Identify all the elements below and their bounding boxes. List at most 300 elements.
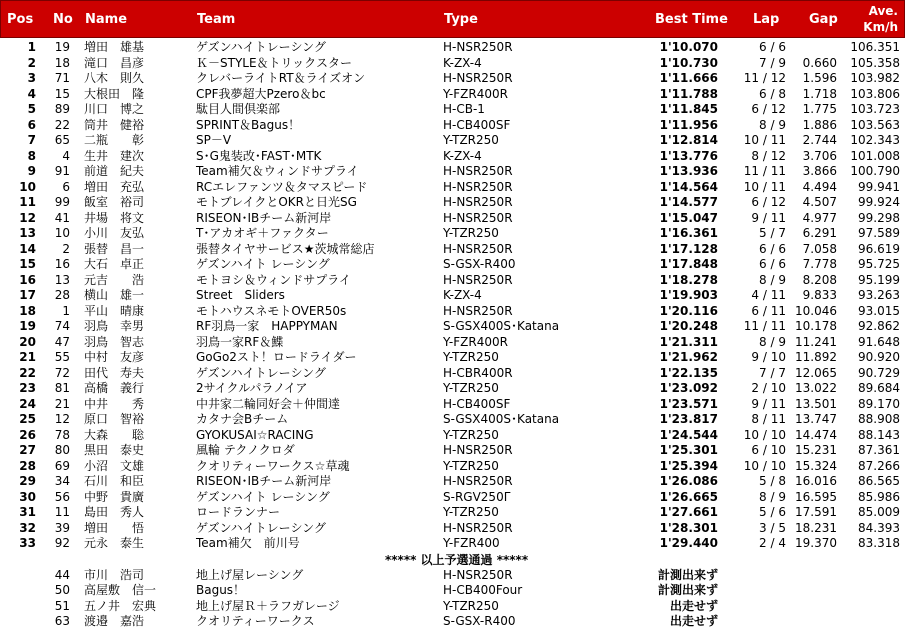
bike-type-cell: Y-TZR250	[443, 505, 499, 519]
team-cell: モトブレイクとOKRと日光SG	[196, 195, 357, 209]
header-gap: Gap	[809, 12, 838, 27]
position-cell: 7	[27, 133, 36, 147]
best-time-cell: 1'24.544	[659, 427, 718, 442]
gap-cell: 9.833	[802, 288, 837, 302]
average-speed-cell: 99.941	[858, 179, 900, 194]
position-cell: 33	[19, 536, 36, 550]
best-time-cell: 1'23.817	[659, 412, 718, 426]
bike-type-cell: H-CB400SF	[443, 396, 511, 411]
average-speed-cell: 87.361	[858, 443, 900, 457]
best-time-cell: 1'11.788	[659, 86, 718, 101]
average-speed-cell: 93.015	[858, 303, 900, 318]
header-pos: Pos	[7, 12, 34, 27]
rider-name-cell: 市川 浩司	[84, 567, 145, 582]
header-type: Type	[444, 12, 478, 27]
qualified-row	[0, 536, 905, 552]
number-cell: 1	[62, 303, 70, 318]
rider-name-cell: 八木 則久	[84, 71, 145, 85]
lap-cell: 4 / 11	[751, 288, 786, 302]
number-cell: 13	[54, 272, 70, 287]
gap-cell: 1.886	[802, 117, 837, 132]
qualified-row	[0, 428, 905, 444]
bike-type-cell: Y-TZR250	[443, 427, 499, 442]
position-cell: 3	[27, 71, 36, 85]
rider-name-cell: 中村 友彦	[84, 350, 145, 364]
header-lap: Lap	[753, 12, 780, 27]
team-cell: ロードランナー	[196, 505, 281, 519]
bike-type-cell: S-GSX400S･Katana	[443, 319, 560, 333]
number-cell: 11	[54, 505, 70, 519]
average-speed-cell: 101.008	[850, 148, 900, 163]
team-cell: モトハウスネモトOVER50s	[196, 303, 347, 318]
rider-name-cell: 元吉 浩	[84, 272, 145, 287]
qualified-row	[0, 443, 905, 459]
qualified-row	[0, 149, 905, 165]
lap-cell: 3 / 5	[759, 520, 786, 535]
rider-name-cell: 大根田 隆	[84, 86, 145, 101]
best-time-cell: 計測出来ず	[657, 583, 718, 597]
gap-cell: 15.324	[795, 458, 837, 473]
position-cell: 19	[19, 319, 36, 333]
rider-name-cell: 中野 貴廣	[84, 489, 145, 504]
results-table-header	[0, 0, 905, 38]
bike-type-cell: H-NSR250R	[443, 179, 513, 194]
bike-type-cell: K-ZX-4	[443, 55, 482, 70]
rider-name-cell: 井場 将文	[84, 210, 145, 225]
rider-name-cell: 横山 雄一	[84, 288, 145, 302]
gap-cell: 16.595	[795, 489, 837, 504]
lap-cell: 6 / 11	[751, 303, 786, 318]
position-cell: 4	[27, 86, 36, 101]
bike-type-cell: S-GSX-R400	[443, 257, 516, 271]
lap-cell: 6 / 10	[751, 443, 786, 457]
best-time-cell: 1'22.135	[659, 365, 718, 380]
position-cell: 30	[19, 489, 36, 504]
rider-name-cell: 平山 晴康	[84, 303, 145, 318]
number-cell: 55	[54, 350, 70, 364]
rider-name-cell: 五ノ井 宏典	[84, 598, 157, 613]
qualified-row	[0, 459, 905, 475]
qualification-separator	[0, 552, 905, 568]
rider-name-cell: 前道 紀夫	[84, 164, 145, 178]
position-cell: 25	[19, 412, 36, 426]
lap-cell: 10 / 11	[743, 179, 786, 194]
average-speed-cell: 95.725	[858, 257, 900, 271]
bike-type-cell: H-NSR250R	[443, 567, 513, 582]
position-cell: 21	[19, 350, 36, 364]
number-cell: 44	[54, 567, 70, 582]
bike-type-cell: H-NSR250R	[443, 303, 513, 318]
non-qualified-row	[0, 583, 905, 599]
lap-cell: 11 / 11	[743, 164, 786, 178]
rider-name-cell: 中井 秀	[84, 396, 145, 411]
rider-name-cell: 筒井 健裕	[84, 117, 145, 132]
best-time-cell: 1'23.092	[659, 381, 718, 395]
best-time-cell: 1'13.776	[659, 148, 718, 163]
team-cell: GYOKUSAI☆RACING	[196, 427, 314, 442]
gap-cell: 1.775	[802, 102, 837, 116]
lap-cell: 10 / 11	[743, 133, 786, 147]
rider-name-cell: 小沼 文雄	[84, 458, 145, 473]
team-cell: T･アカオギ＋ファクター	[196, 226, 329, 240]
gap-cell: 13.022	[795, 381, 837, 395]
header-best-time: Best Time	[655, 12, 728, 27]
average-speed-cell: 96.619	[858, 241, 900, 256]
best-time-cell: 1'25.301	[659, 443, 718, 457]
gap-cell: 1.718	[802, 86, 837, 101]
gap-cell: 15.231	[795, 443, 837, 457]
rider-name-cell: 滝口 昌彦	[84, 55, 145, 70]
number-cell: 50	[54, 583, 70, 597]
number-cell: 15	[54, 86, 70, 101]
rider-name-cell: 原口 智裕	[84, 412, 145, 426]
average-speed-cell: 103.982	[850, 71, 900, 85]
average-speed-cell: 93.263	[858, 288, 900, 302]
number-cell: 21	[54, 396, 70, 411]
position-cell: 9	[27, 164, 36, 178]
lap-cell: 6 / 12	[751, 195, 786, 209]
team-cell: 中井家二輪同好会＋仲間達	[196, 396, 341, 411]
team-cell: RISEON･IBチーム新河岸	[196, 210, 332, 225]
number-cell: 89	[54, 102, 70, 116]
lap-cell: 10 / 10	[743, 427, 786, 442]
team-cell: GoGo2スト！ロードライダー	[196, 350, 357, 364]
best-time-cell: 1'14.577	[659, 195, 718, 209]
gap-cell: 11.241	[795, 334, 837, 349]
lap-cell: 8 / 9	[759, 334, 786, 349]
qualified-row	[0, 87, 905, 103]
average-speed-cell: 90.920	[858, 350, 900, 364]
team-cell: 地上げ屋Ｒ＋ラフガレージ	[196, 598, 340, 613]
qualified-row	[0, 304, 905, 320]
position-cell: 16	[19, 272, 36, 287]
header-name: Name	[85, 12, 128, 27]
qualified-row	[0, 288, 905, 304]
average-speed-cell: 88.143	[858, 427, 900, 442]
number-cell: 56	[54, 489, 70, 504]
rider-name-cell: 高屋敷 信一	[84, 583, 157, 597]
bike-type-cell: H-NSR250R	[443, 195, 513, 209]
average-speed-cell: 103.723	[850, 102, 900, 116]
header-avg-line2: Km/h	[863, 20, 898, 34]
bike-type-cell: Y-TZR250	[443, 350, 499, 364]
best-time-cell: 1'12.814	[659, 133, 718, 147]
header-no: No	[53, 12, 73, 27]
average-speed-cell: 95.199	[858, 272, 900, 287]
team-cell: 羽鳥一家RF＆鰈	[196, 334, 284, 349]
average-speed-cell: 99.298	[858, 210, 900, 225]
lap-cell: 2 / 10	[751, 381, 786, 395]
best-time-cell: 1'17.848	[659, 257, 718, 271]
best-time-cell: 1'16.361	[659, 226, 718, 240]
bike-type-cell: Y-FZR400	[443, 536, 500, 550]
team-cell: Bagus！	[196, 583, 246, 597]
average-speed-cell: 85.986	[858, 489, 900, 504]
position-cell: 1	[27, 40, 36, 54]
number-cell: 6	[62, 179, 70, 194]
average-speed-cell: 103.563	[850, 117, 900, 132]
gap-cell: 6.291	[802, 226, 837, 240]
team-cell: ゲズンハイト レーシング	[196, 489, 330, 504]
best-time-cell: 1'10.730	[659, 55, 718, 70]
gap-cell: 10.178	[795, 319, 837, 333]
best-time-cell: 1'20.116	[659, 303, 718, 318]
gap-cell: 0.660	[802, 55, 837, 70]
rider-name-cell: 高橋 義行	[84, 381, 145, 395]
rider-name-cell: 羽鳥 幸男	[84, 319, 145, 333]
average-speed-cell: 106.351	[850, 40, 900, 54]
team-cell: Team補欠 前川号	[196, 536, 300, 550]
position-cell: 32	[19, 520, 36, 535]
rider-name-cell: 増田 悟	[84, 520, 145, 535]
gap-cell: 4.507	[802, 195, 837, 209]
best-time-cell: 1'14.564	[659, 179, 718, 194]
bike-type-cell: H-CB400SF	[443, 117, 511, 132]
best-time-cell: 1'11.956	[659, 117, 718, 132]
position-cell: 28	[19, 458, 36, 473]
header-team: Team	[197, 12, 236, 27]
team-cell: RCエレファンツ＆タマスピード	[196, 179, 368, 194]
number-cell: 91	[54, 164, 70, 178]
best-time-cell: 1'28.301	[659, 520, 718, 535]
rider-name-cell: 生井 建次	[84, 148, 145, 163]
team-cell: ゲズンハイトレーシング	[196, 520, 326, 535]
lap-cell: 9 / 11	[751, 396, 786, 411]
bike-type-cell: H-NSR250R	[443, 71, 513, 85]
number-cell: 47	[54, 334, 70, 349]
qualified-row	[0, 71, 905, 87]
number-cell: 22	[54, 117, 70, 132]
lap-cell: 9 / 11	[751, 210, 786, 225]
qualified-row	[0, 505, 905, 521]
gap-cell: 7.778	[802, 257, 837, 271]
bike-type-cell: S-RGV250Γ	[443, 489, 511, 504]
bike-type-cell: K-ZX-4	[443, 148, 482, 163]
best-time-cell: 1'11.845	[659, 102, 718, 116]
header-average-speed	[863, 3, 898, 35]
team-cell: モトヨシ＆ウィンドサプライ	[196, 272, 351, 287]
bike-type-cell: H-NSR250R	[443, 474, 513, 488]
rider-name-cell: 元永 泰生	[84, 536, 145, 550]
number-cell: 80	[54, 443, 70, 457]
rider-name-cell: 大森 聡	[84, 427, 145, 442]
number-cell: 63	[54, 614, 70, 628]
position-cell: 11	[19, 195, 36, 209]
gap-cell: 8.208	[802, 272, 837, 287]
position-cell: 20	[19, 334, 36, 349]
qualified-row	[0, 350, 905, 366]
number-cell: 19	[54, 40, 70, 54]
team-cell: SP－V	[196, 133, 232, 147]
bike-type-cell: H-NSR250R	[443, 520, 513, 535]
bike-type-cell: H-CB-1	[443, 102, 485, 116]
lap-cell: 7 / 7	[759, 365, 786, 380]
bike-type-cell: Y-TZR250	[443, 458, 499, 473]
best-time-cell: 1'29.440	[659, 536, 718, 550]
qualified-row	[0, 56, 905, 72]
team-cell: 張替タイヤサービス★茨城常総店	[196, 241, 375, 256]
gap-cell: 14.474	[795, 427, 837, 442]
bike-type-cell: H-NSR250R	[443, 164, 513, 178]
team-cell: SPRINT＆Bagus！	[196, 117, 301, 132]
bike-type-cell: S-GSX-R400	[443, 614, 516, 628]
team-cell: RISEON･IBチーム新河岸	[196, 474, 332, 488]
gap-cell: 4.977	[802, 210, 837, 225]
gap-cell: 12.065	[795, 365, 837, 380]
number-cell: 81	[54, 381, 70, 395]
qualified-row	[0, 335, 905, 351]
gap-cell: 17.591	[795, 505, 837, 519]
gap-cell: 1.596	[802, 71, 837, 85]
team-cell: クレバーライトRT＆ライズオン	[196, 71, 366, 85]
qualified-row	[0, 164, 905, 180]
position-cell: 23	[19, 381, 36, 395]
rider-name-cell: 羽鳥 智志	[84, 334, 145, 349]
position-cell: 2	[27, 55, 36, 70]
rider-name-cell: 川口 博之	[84, 102, 145, 116]
position-cell: 24	[19, 396, 36, 411]
team-cell: RF羽鳥一家 HAPPYMAN	[196, 319, 338, 333]
qualified-row	[0, 180, 905, 196]
number-cell: 51	[54, 598, 70, 613]
best-time-cell: 1'26.086	[659, 474, 718, 488]
best-time-cell: 1'18.278	[659, 272, 718, 287]
best-time-cell: 1'10.070	[659, 40, 718, 54]
team-cell: クオリティーワークス	[196, 614, 315, 628]
team-cell: 2サイクルパラノイア	[196, 381, 308, 395]
average-speed-cell: 86.565	[858, 474, 900, 488]
lap-cell: 5 / 6	[759, 505, 786, 519]
bike-type-cell: H-NSR250R	[443, 210, 513, 225]
number-cell: 2	[62, 241, 70, 256]
position-cell: 14	[19, 241, 36, 256]
team-cell: クオリティーワークス☆草魂	[196, 458, 350, 473]
qualified-row	[0, 412, 905, 428]
lap-cell: 7 / 9	[759, 55, 786, 70]
position-cell: 6	[27, 117, 36, 132]
gap-cell: 13.501	[795, 396, 837, 411]
number-cell: 39	[54, 520, 70, 535]
number-cell: 65	[54, 133, 70, 147]
number-cell: 4	[62, 148, 70, 163]
average-speed-cell: 84.393	[858, 520, 900, 535]
gap-cell: 3.706	[802, 148, 837, 163]
position-cell: 22	[19, 365, 36, 380]
best-time-cell: 1'13.936	[659, 164, 718, 178]
bike-type-cell: Y-TZR250	[443, 598, 499, 613]
best-time-cell: 1'19.903	[659, 288, 718, 302]
average-speed-cell: 105.358	[850, 55, 900, 70]
best-time-cell: 1'17.128	[659, 241, 718, 256]
lap-cell: 10 / 10	[743, 458, 786, 473]
number-cell: 71	[54, 71, 70, 85]
bike-type-cell: Y-TZR250	[443, 381, 499, 395]
lap-cell: 11 / 12	[743, 71, 786, 85]
rider-name-cell: 二瓶 彰	[84, 133, 145, 147]
average-speed-cell: 83.318	[858, 536, 900, 550]
gap-cell: 2.744	[802, 133, 837, 147]
team-cell: 地上げ屋レーシング	[196, 567, 304, 582]
average-speed-cell: 88.908	[858, 412, 900, 426]
number-cell: 69	[54, 458, 70, 473]
average-speed-cell: 89.684	[858, 381, 900, 395]
team-cell: 駄目人間倶楽部	[196, 102, 281, 116]
position-cell: 18	[19, 303, 36, 318]
average-speed-cell: 92.862	[858, 319, 900, 333]
number-cell: 34	[54, 474, 70, 488]
average-speed-cell: 102.343	[850, 133, 900, 147]
bike-type-cell: S-GSX400S･Katana	[443, 412, 560, 426]
rider-name-cell: 増田 充弘	[84, 179, 145, 194]
rider-name-cell: 飯室 裕司	[84, 195, 145, 209]
average-speed-cell: 97.589	[858, 226, 900, 240]
position-cell: 8	[27, 148, 36, 163]
best-time-cell: 1'15.047	[659, 210, 718, 225]
qualified-row	[0, 40, 905, 56]
bike-type-cell: H-NSR250R	[443, 40, 513, 54]
qualified-row	[0, 366, 905, 382]
best-time-cell: 出走せず	[669, 614, 718, 628]
lap-cell: 5 / 7	[759, 226, 786, 240]
rider-name-cell: 小川 友弘	[84, 226, 145, 240]
results-table-body	[0, 40, 905, 630]
average-speed-cell: 87.266	[858, 458, 900, 473]
bike-type-cell: H-NSR250R	[443, 443, 513, 457]
team-cell: Street Sliders	[196, 288, 285, 302]
lap-cell: 6 / 12	[751, 102, 786, 116]
number-cell: 18	[54, 55, 70, 70]
average-speed-cell: 85.009	[858, 505, 900, 519]
best-time-cell: 1'21.311	[659, 334, 718, 349]
non-qualified-row	[0, 614, 905, 630]
team-cell: 風輪 テクノクロダ	[196, 443, 295, 457]
position-cell: 10	[19, 179, 36, 194]
number-cell: 28	[54, 288, 70, 302]
bike-type-cell: Y-FZR400R	[443, 86, 508, 101]
bike-type-cell: H-NSR250R	[443, 241, 513, 256]
number-cell: 99	[54, 195, 70, 209]
qualified-row	[0, 319, 905, 335]
lap-cell: 6 / 8	[759, 86, 786, 101]
lap-cell: 11 / 11	[743, 319, 786, 333]
rider-name-cell: 張替 昌一	[84, 241, 145, 256]
gap-cell: 13.747	[795, 412, 837, 426]
qualification-separator-text: ***** 以上予選通過 *****	[385, 552, 529, 567]
bike-type-cell: K-ZX-4	[443, 288, 482, 302]
gap-cell: 16.016	[795, 474, 837, 488]
average-speed-cell: 103.806	[850, 86, 900, 101]
average-speed-cell: 89.170	[858, 396, 900, 411]
best-time-cell: 1'25.394	[659, 458, 718, 473]
position-cell: 17	[19, 288, 36, 302]
rider-name-cell: 石川 和臣	[84, 474, 145, 488]
best-time-cell: 1'26.665	[659, 489, 718, 504]
position-cell: 13	[19, 226, 36, 240]
lap-cell: 6 / 6	[759, 241, 786, 256]
bike-type-cell: H-NSR250R	[443, 272, 513, 287]
position-cell: 29	[19, 474, 36, 488]
team-cell: カタナ会Bチーム	[196, 412, 289, 426]
position-cell: 5	[27, 102, 36, 116]
rider-name-cell: 島田 秀人	[84, 505, 145, 519]
non-qualified-row	[0, 568, 905, 584]
number-cell: 12	[54, 412, 70, 426]
bike-type-cell: Y-FZR400R	[443, 334, 508, 349]
lap-cell: 8 / 9	[759, 117, 786, 132]
number-cell: 78	[54, 427, 70, 442]
position-cell: 27	[19, 443, 36, 457]
qualified-row	[0, 226, 905, 242]
